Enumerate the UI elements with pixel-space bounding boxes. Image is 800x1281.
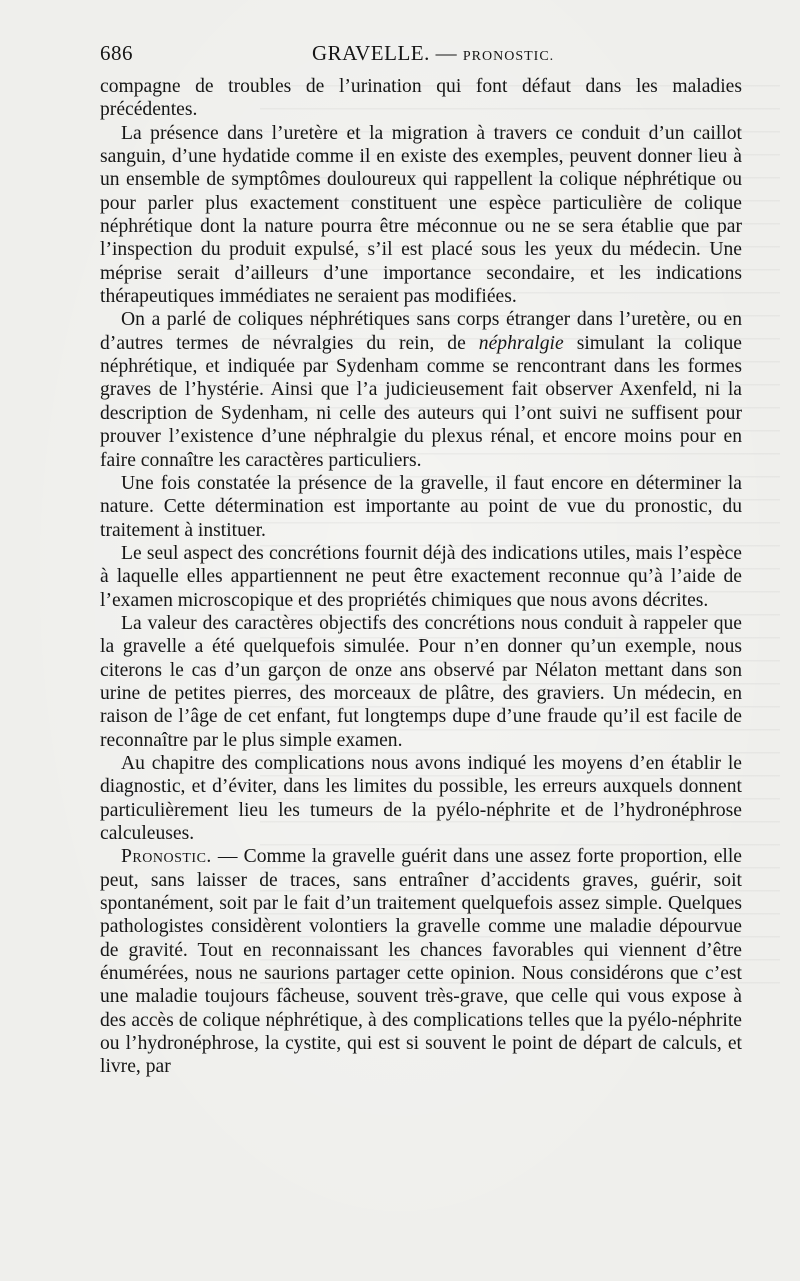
paragraph-hydatide: La présence dans l’uretère et la migration à travers ce conduit d’un caillot sanguin, d’une hydatide comme il en existe des exemples, peuvent donner lieu à un ensemble de symptômes douloureux qui rappellent la colique néphrétique ou pour parler plus exactement constituent une espèce particulière de colique néphrétique dont la nature pourra être méconnue ou ne se sera établie que par l’inspection du produit expulsé, s’il est placé sous les yeux du médecin. Une méprise serait d’ailleurs d’une importance secondaire, et les indications thérapeutiques immédiates ne seraient pas modifiées.: [100, 122, 742, 308]
running-title: [312, 40, 554, 70]
paragraph-nephralgie: [100, 308, 742, 471]
paragraph-nephralgie-before: On a parlé de coliques néphrétiques sans corps étranger dans l’uretère, ou en d’autres termes de névralgies du rein, de: [100, 309, 742, 354]
page-header: [100, 40, 742, 70]
paragraph-complications: Au chapitre des complications nous avons indiqué les moyens d’en établir le diagnostic, et d’éviter, dans les limites du possible, les erreurs auxquels donnent particulièrement lieu les tumeurs de la pyélo-néphrite et de l’hydronéphrose calculeuses.: [100, 752, 742, 844]
section-heading-pronostic: Pronostic.: [121, 846, 212, 868]
running-title-main: GRAVELLE. —: [312, 41, 463, 65]
paragraph-continuation: compagne de troubles de l’urination qui font défaut dans les maladies précédentes.: [100, 76, 742, 121]
paragraph-aspect: Le seul aspect des concrétions fournit déjà des indications utiles, mais l’espèce à laquelle elles appartiennent ne peut être exactement reconnue qu’à l’aide de l’examen microscopique et des propriétés chimiques que nous avons décrites.: [100, 542, 742, 611]
paragraph-nature: Une fois constatée la présence de la gravelle, il faut encore en déterminer la nature. Cette détermination est importante au point de vue du pronostic, du traitement à instituer.: [100, 472, 742, 541]
nephralgie-term: néphralgie: [478, 332, 564, 354]
page-number: 686: [100, 41, 133, 65]
paragraph-nephralgie-after: simulant la colique néphrétique, et indiquée par Sydenham comme se rencontrant dans les formes graves de l’hystérie. Ainsi que l’a judicieusement fait observer Axenfeld, ni la description de Sydenham, ni celle des auteurs qui l’ont suivi ne suffisent pour prouver l’existence d’une néphralgie du plexus rénal, et encore moins pour en faire connaître les caractères particuliers.: [100, 332, 742, 471]
paragraph-pronostic-text: — Comme la gravelle guérit dans une assez forte proportion, elle peut, sans laisser de traces, sans entraîner d’accidents graves, guérir, soit spontanément, soit par le fait d’un traitement quelquefois assez simple. Quelques pathologistes considèrent volontiers la gravelle comme une maladie dépourvue de gravité. Tout en reconnaissant les chances favorables qui viennent d’être énumérées, nous ne saurions partager cette opinion. Nous considérons que c’est une maladie toujours fâcheuse, souvent très-grave, que celle qui vous expose à des accès de colique néphrétique, à des complications telles que la pyélo-néphrite ou l’hydronéphrose, la cystite, qui est si souvent le point de départ de calculs, et livre, par: [100, 846, 742, 1078]
running-title-section: PRONOSTIC.: [462, 49, 555, 64]
paragraph-simulation: La valeur des caractères objectifs des concrétions nous conduit à rappeler que la gravelle a été quelquefois simulée. Pour n’en donner qu’un exemple, nous citerons le cas d’un garçon de onze ans observé par Nélaton mettant dans son urine de petites pierres, des morceaux de plâtre, des graviers. Un médecin, en raison de l’âge de cet enfant, fut longtemps dupe d’une fraude qu’il est facile de reconnaître par le plus simple examen.: [100, 612, 742, 751]
body-text: [100, 75, 742, 1079]
paragraph-pronostic: [100, 845, 742, 1078]
